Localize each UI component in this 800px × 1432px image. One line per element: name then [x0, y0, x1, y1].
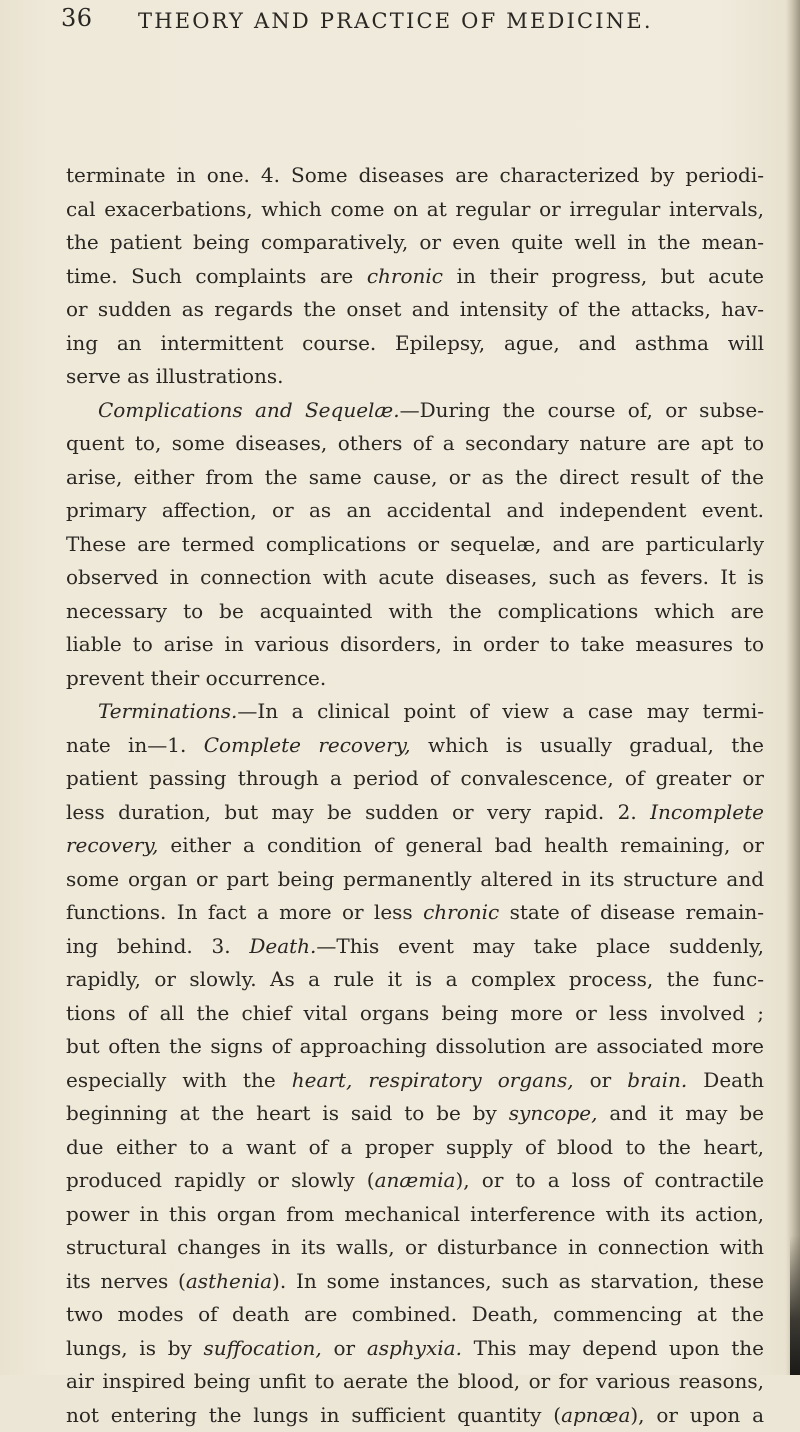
text-line: some organ or part being permanently altered in its structure and — [66, 863, 764, 897]
text-line: air inspired being unfit to aerate the blood, or for various reasons, — [66, 1365, 764, 1399]
text-line: quent to, some diseases, others of a secondary nature are apt to — [66, 427, 764, 461]
text-line: but often the signs of approaching dissolution are associated more — [66, 1030, 764, 1064]
text-line: nate in—1. Complete recovery, which is usually gradual, the — [66, 729, 764, 763]
text-line: tions of all the chief vital organs being more or less involved ; — [66, 997, 764, 1031]
text-line: necessary to be acquainted with the complications which are — [66, 595, 764, 629]
text-line: lungs, is by suffocation, or asphyxia. This may depend upon the — [66, 1332, 764, 1366]
text-line: Terminations.—In a clinical point of view a case may termi- — [66, 695, 764, 729]
text-line: rapidly, or slowly. As a rule it is a complex process, the func- — [66, 963, 764, 997]
text-line: terminate in one. 4. Some diseases are characterized by periodi- — [66, 159, 764, 193]
text-line: the patient being comparatively, or even quite well in the mean- — [66, 226, 764, 260]
text-line: recovery, either a condition of general bad health remaining, or — [66, 829, 764, 863]
text-line: power in this organ from mechanical interference with its action, — [66, 1198, 764, 1232]
text-line: its nerves (asthenia). In some instances, such as starvation, these — [66, 1265, 764, 1299]
page-edge-shadow — [786, 0, 800, 1375]
text-line: serve as illustrations. — [66, 360, 764, 394]
text-line: primary affection, or as an accidental and independent event. — [66, 494, 764, 528]
text-line: These are termed complications or sequelæ, and are particularly — [66, 528, 764, 562]
text-line: two modes of death are combined. Death, commencing at the — [66, 1298, 764, 1332]
text-line: or sudden as regards the onset and intensity of the attacks, hav- — [66, 293, 764, 327]
text-line: less duration, but may be sudden or very rapid. 2. Incomplete — [66, 796, 764, 830]
body-text — [66, 159, 764, 1432]
page-corner-shadow — [790, 1235, 800, 1375]
text-line: structural changes in its walls, or disturbance in connection with — [66, 1231, 764, 1265]
page-header — [0, 4, 800, 44]
text-line: not entering the lungs in sufficient quantity (apnœa), or upon a — [66, 1399, 764, 1432]
text-line: ing an intermittent course. Epilepsy, ague, and asthma will — [66, 327, 764, 361]
text-line: arise, either from the same cause, or as the direct result of the — [66, 461, 764, 495]
text-line: patient passing through a period of convalescence, of greater or — [66, 762, 764, 796]
text-line: liable to arise in various disorders, in order to take measures to — [66, 628, 764, 662]
running-head: THEORY AND PRACTICE OF MEDICINE. — [138, 9, 653, 33]
text-line: especially with the heart, respiratory organs, or brain. Death — [66, 1064, 764, 1098]
text-line: cal exacerbations, which come on at regular or irregular intervals, — [66, 193, 764, 227]
page-number: 36 — [61, 4, 93, 32]
text-line: observed in connection with acute diseases, such as fevers. It is — [66, 561, 764, 595]
text-line: ing behind. 3. Death.—This event may take place suddenly, — [66, 930, 764, 964]
text-line: produced rapidly or slowly (anæmia), or to a loss of contractile — [66, 1164, 764, 1198]
text-line: beginning at the heart is said to be by syncope, and it may be — [66, 1097, 764, 1131]
text-line: due either to a want of a proper supply of blood to the heart, — [66, 1131, 764, 1165]
text-line: time. Such complaints are chronic in their progress, but acute — [66, 260, 764, 294]
text-line: prevent their occurrence. — [66, 662, 764, 696]
text-line: functions. In fact a more or less chronic state of disease remain- — [66, 896, 764, 930]
text-line: Complications and Sequelæ.—During the course of, or subse- — [66, 394, 764, 428]
